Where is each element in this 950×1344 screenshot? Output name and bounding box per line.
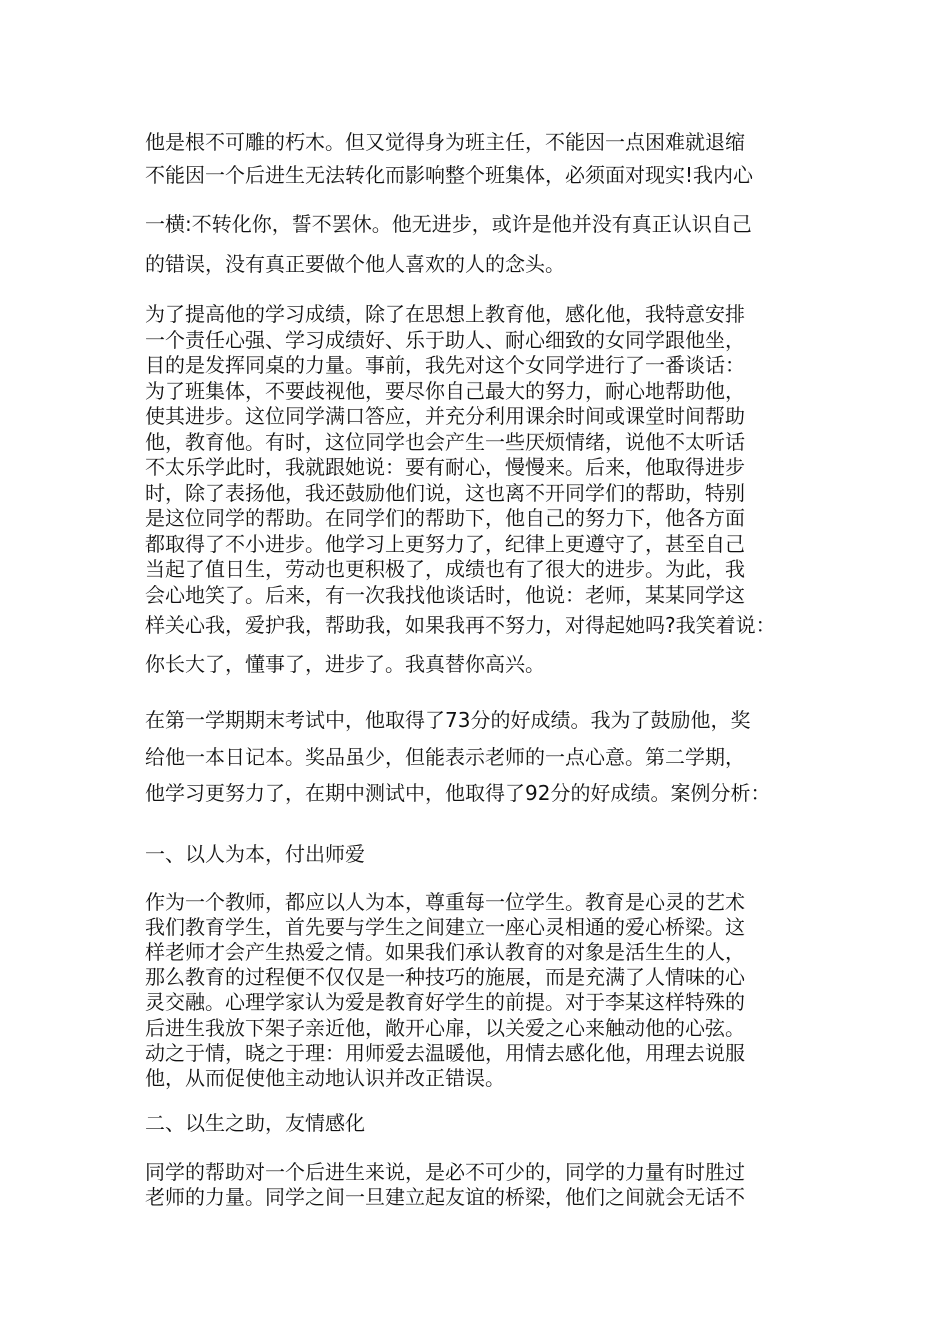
text-line: 一个责任心强、学习成绩好、乐于助人、耐心细致的女同学跟他坐， bbox=[145, 328, 745, 352]
text-line: 他，从而促使他主动地认识并改正错误。 bbox=[145, 1066, 505, 1090]
text-line: 灵交融。心理学家认为爱是教育好学生的前提。对于李某这样特殊的 bbox=[145, 990, 745, 1014]
text-line: 时，除了表扬他，我还鼓励他们说，这也离不开同学们的帮助，特别 bbox=[145, 481, 745, 505]
text-line: 我们教育学生，首先要与学生之间建立一座心灵相通的爱心桥梁。这 bbox=[145, 915, 745, 939]
text-line: 动之于情，晓之于理：用师爱去温暖他，用情去感化他，用理去说服 bbox=[145, 1041, 745, 1065]
text-line: 都取得了不小进步。他学习上更努力了，纪律上更遵守了，甚至自己 bbox=[145, 532, 745, 556]
text-line: 作为一个教师，都应以人为本，尊重每一位学生。教育是心灵的艺术 bbox=[145, 890, 745, 914]
text-line: 后进生我放下架子亲近他，敞开心扉，以关爱之心来触动他的心弦。 bbox=[145, 1016, 745, 1040]
text-line: 他，教育他。有时，这位同学也会产生一些厌烦情绪，说他不太听话 bbox=[145, 430, 745, 454]
text-line: 目的是发挥同桌的力量。事前，我先对这个女同学进行了一番谈话： bbox=[145, 353, 745, 377]
section-heading: 一、以人为本，付出师爱 bbox=[145, 842, 365, 866]
text-line: 不能因一个后进生无法转化而影响整个班集体，必须面对现实!我内心 bbox=[145, 163, 754, 187]
text-line: 你长大了，懂事了，进步了。我真替你高兴。 bbox=[145, 652, 545, 676]
text-line: 给他一本日记本。奖品虽少，但能表示老师的一点心意。第二学期， bbox=[145, 745, 745, 769]
text-line: 不太乐学此时，我就跟她说：要有耐心，慢慢来。后来，他取得进步 bbox=[145, 455, 745, 479]
text-line: 同学的帮助对一个后进生来说，是必不可少的，同学的力量有时胜过 bbox=[145, 1160, 745, 1184]
text-line: 使其进步。这位同学满口答应，并充分利用课余时间或课堂时间帮助 bbox=[145, 404, 745, 428]
text-line: 为了班集体，不要歧视他，要尽你自己最大的努力，耐心地帮助他， bbox=[145, 379, 745, 403]
text-line: 样关心我，爱护我，帮助我，如果我再不努力，对得起她吗?我笑着说： bbox=[145, 613, 776, 637]
text-line: 会心地笑了。后来，有一次我找他谈话时，他说：老师，某某同学这 bbox=[145, 583, 745, 607]
section-heading: 二、以生之助，友情感化 bbox=[145, 1111, 365, 1135]
text-line: 一横:不转化你，誓不罢休。他无进步，或许是他并没有真正认识自己 bbox=[145, 212, 752, 236]
text-line: 老师的力量。同学之间一旦建立起友谊的桥梁，他们之间就会无话不 bbox=[145, 1185, 745, 1209]
text-line: 的错误，没有真正要做个他人喜欢的人的念头。 bbox=[145, 252, 565, 276]
text-line: 当起了值日生，劳动也更积极了，成绩也有了很大的进步。为此，我 bbox=[145, 557, 745, 581]
text-line: 那么教育的过程便不仅仅是一种技巧的施展，而是充满了人情味的心 bbox=[145, 965, 745, 989]
text-line: 是这位同学的帮助。在同学们的帮助下，他自己的努力下，他各方面 bbox=[145, 506, 745, 530]
text-line: 在第一学期期末考试中，他取得了73分的好成绩。我为了鼓励他，奖 bbox=[145, 708, 751, 732]
text-line: 他学习更努力了，在期中测试中，他取得了92分的好成绩。案例分析： bbox=[145, 781, 771, 805]
text-line: 他是根不可雕的朽木。但又觉得身为班主任，不能因一点困难就退缩 bbox=[145, 130, 745, 154]
text-line: 样老师才会产生热爱之情。如果我们承认教育的对象是活生生的人， bbox=[145, 940, 745, 964]
text-line: 为了提高他的学习成绩，除了在思想上教育他，感化他，我特意安排 bbox=[145, 302, 745, 326]
